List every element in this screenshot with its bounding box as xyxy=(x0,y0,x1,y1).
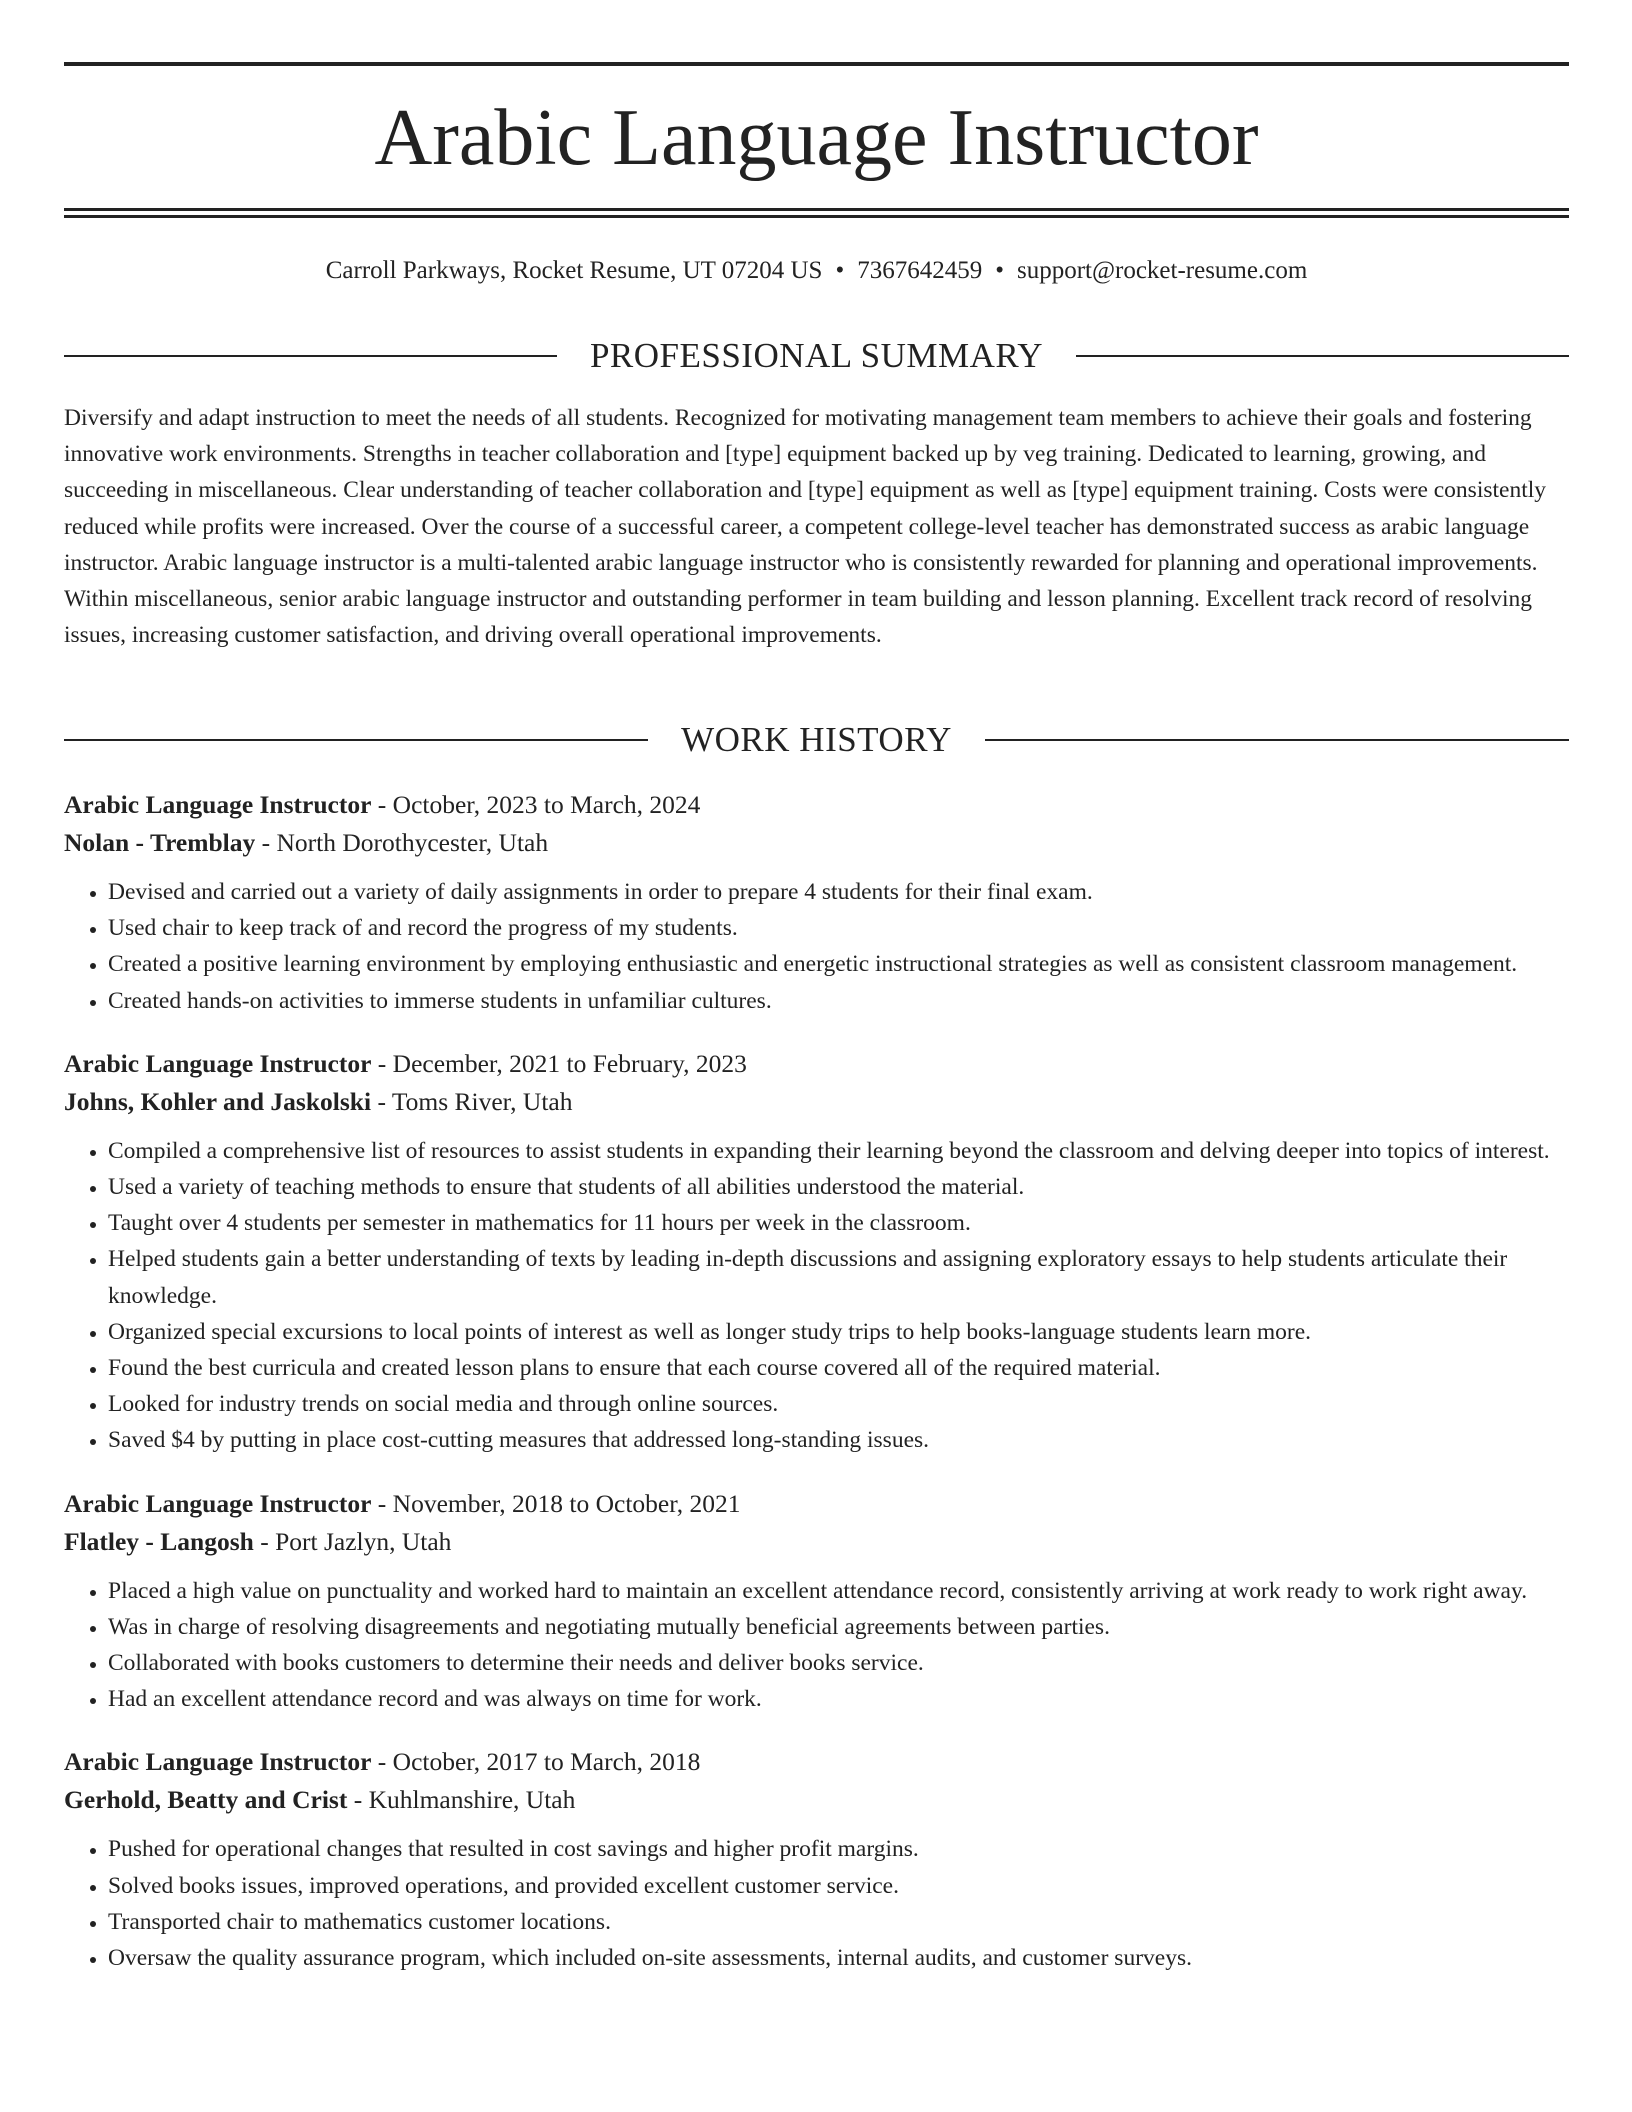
job-company-line xyxy=(64,1523,1569,1561)
job-bullet: • Looked for industry trends on social media and through online sources. xyxy=(108,1386,1569,1422)
job-company-line xyxy=(64,824,1569,862)
section-rule-left xyxy=(64,355,557,357)
job-bullet: • Found the best curricula and created lesson plans to ensure that each course covered all of the required material. xyxy=(108,1350,1569,1386)
job-entry xyxy=(64,1485,1569,1718)
job-title-line xyxy=(64,1485,1569,1523)
contact-phone: 7367642459 xyxy=(857,257,983,284)
job-bullet: • Pushed for operational changes that resulted in cost savings and higher profit margins. xyxy=(108,1831,1569,1867)
job-location: - North Dorothycester, Utah xyxy=(255,828,549,857)
job-company: Flatley - Langosh xyxy=(64,1526,254,1556)
contact-email: support@rocket-resume.com xyxy=(1016,257,1308,284)
job-location: - Toms River, Utah xyxy=(371,1086,573,1116)
job-bullet: • Created hands-on activities to immerse students in unfamiliar cultures. xyxy=(108,983,1569,1019)
resume-title: Arabic Language Instructor xyxy=(374,94,1259,182)
section-rule-right xyxy=(985,739,1569,741)
job-company: Gerhold, Beatty and Crist xyxy=(64,1785,348,1815)
job-bullet: • Helped students gain a better understanding of texts by leading in-depth discussions and assigning exploratory essays to help students articulate their knowledge. xyxy=(108,1241,1569,1313)
contact-separator: • xyxy=(835,257,845,284)
contact-separator: • xyxy=(995,257,1004,284)
job-company: Johns, Kohler and Jaskolski xyxy=(64,1086,372,1116)
job-role: Arabic Language Instructor xyxy=(64,1488,372,1518)
job-bullet: • Taught over 4 students per semester in mathematics for 11 hours per week in the classroom. xyxy=(108,1205,1569,1241)
job-bullet: • Solved books issues, improved operations, and provided excellent customer service. xyxy=(108,1868,1569,1904)
job-dates: - October, 2017 to March, 2018 xyxy=(371,1747,701,1777)
job-dates: - December, 2021 to February, 2023 xyxy=(371,1048,747,1078)
job-dates: - October, 2023 to March, 2024 xyxy=(371,790,701,819)
job-entry xyxy=(64,786,1569,1019)
job-role: Arabic Language Instructor xyxy=(64,790,372,819)
job-bullet: • Had an excellent attendance record and was always on time for work. xyxy=(108,1681,1569,1717)
contact-address: Carroll Parkways, Rocket Resume, UT 07204 US xyxy=(325,257,823,284)
job-dates: - November, 2018 to October, 2021 xyxy=(371,1488,741,1518)
job-entry xyxy=(64,1045,1569,1459)
job-bullet-list xyxy=(64,1133,1569,1459)
job-title-line xyxy=(64,786,1569,824)
job-bullet: • Placed a high value on punctuality and worked hard to maintain an excellent attendance record, consistently arriving at work ready to work right away. xyxy=(108,1573,1569,1609)
job-bullet: • Used chair to keep track of and record the progress of my students. xyxy=(108,910,1569,946)
section-header-summary xyxy=(64,334,1569,378)
job-company-line xyxy=(64,1083,1569,1121)
job-bullet: • Compiled a comprehensive list of resources to assist students in expanding their learning beyond the classroom and delving deeper into topics of interest. xyxy=(108,1133,1569,1169)
job-bullet: • Was in charge of resolving disagreements and negotiating mutually beneficial agreements between parties. xyxy=(108,1609,1569,1645)
job-title-line xyxy=(64,1045,1569,1083)
job-bullet-list xyxy=(64,1573,1569,1718)
title-double-rule-upper xyxy=(64,208,1569,211)
job-bullet: • Transported chair to mathematics customer locations. xyxy=(108,1904,1569,1940)
job-entry xyxy=(64,1743,1569,1976)
job-location: - Kuhlmanshire, Utah xyxy=(347,1785,576,1815)
job-bullet: • Devised and carried out a variety of daily assignments in order to prepare 4 students for their final exam. xyxy=(108,874,1569,910)
job-bullet: • Organized special excursions to local points of interest as well as longer study trips to help books-language students learn more. xyxy=(108,1314,1569,1350)
contact-line xyxy=(64,253,1569,289)
job-location: - Port Jazlyn, Utah xyxy=(253,1526,452,1556)
section-rule-right xyxy=(1076,355,1569,357)
job-bullet: • Created a positive learning environment by employing enthusiastic and energetic instructional strategies as well as consistent classroom management. xyxy=(108,946,1569,982)
job-bullet: • Used a variety of teaching methods to ensure that students of all abilities understood the material. xyxy=(108,1169,1569,1205)
job-title-line xyxy=(64,1743,1569,1781)
job-bullet: • Oversaw the quality assurance program, which included on-site assessments, internal audits, and customer surveys. xyxy=(108,1940,1569,1976)
top-rule xyxy=(64,62,1569,66)
section-rule-left xyxy=(64,739,648,741)
summary-text: Diversify and adapt instruction to meet the needs of all students. Recognized for motivating management team members to achieve their goals and fostering innovative work environments. Strengths in teacher collaboration and [type] equipment backed up by veg training. Dedicated to learning, growing, and succeeding in miscellaneous. Clear understanding of teacher collaboration and [type] equipment as well as [type] equipment training. Costs were consistently reduced while profits were increased. Over the course of a successful career, a competent college-level teacher has demonstrated success as arabic language instructor. Arabic language instructor is a multi-talented arabic language instructor who is consistently rewarded for planning and operational improvements. Within miscellaneous, senior arabic language instructor and outstanding performer in team building and lesson planning. Excellent track record of resolving issues, increasing customer satisfaction, and driving overall operational improvements. xyxy=(64,405,1547,649)
job-bullet-list xyxy=(64,1831,1569,1976)
job-role: Arabic Language Instructor xyxy=(64,1747,372,1777)
job-company: Nolan - Tremblay xyxy=(64,828,256,857)
job-bullet: • Saved $4 by putting in place cost-cutting measures that addressed long-standing issues. xyxy=(108,1422,1569,1458)
job-company-line xyxy=(64,1781,1569,1819)
section-title: PROFESSIONAL SUMMARY xyxy=(589,336,1044,375)
job-role: Arabic Language Instructor xyxy=(64,1048,372,1078)
job-bullet-list xyxy=(64,874,1569,1019)
work-history-list xyxy=(64,786,1569,1976)
section-header-work-history xyxy=(64,718,1569,762)
title-double-rule-lower xyxy=(64,215,1569,218)
job-bullet: • Collaborated with books customers to determine their needs and deliver books service. xyxy=(108,1645,1569,1681)
section-title: WORK HISTORY xyxy=(681,720,952,759)
